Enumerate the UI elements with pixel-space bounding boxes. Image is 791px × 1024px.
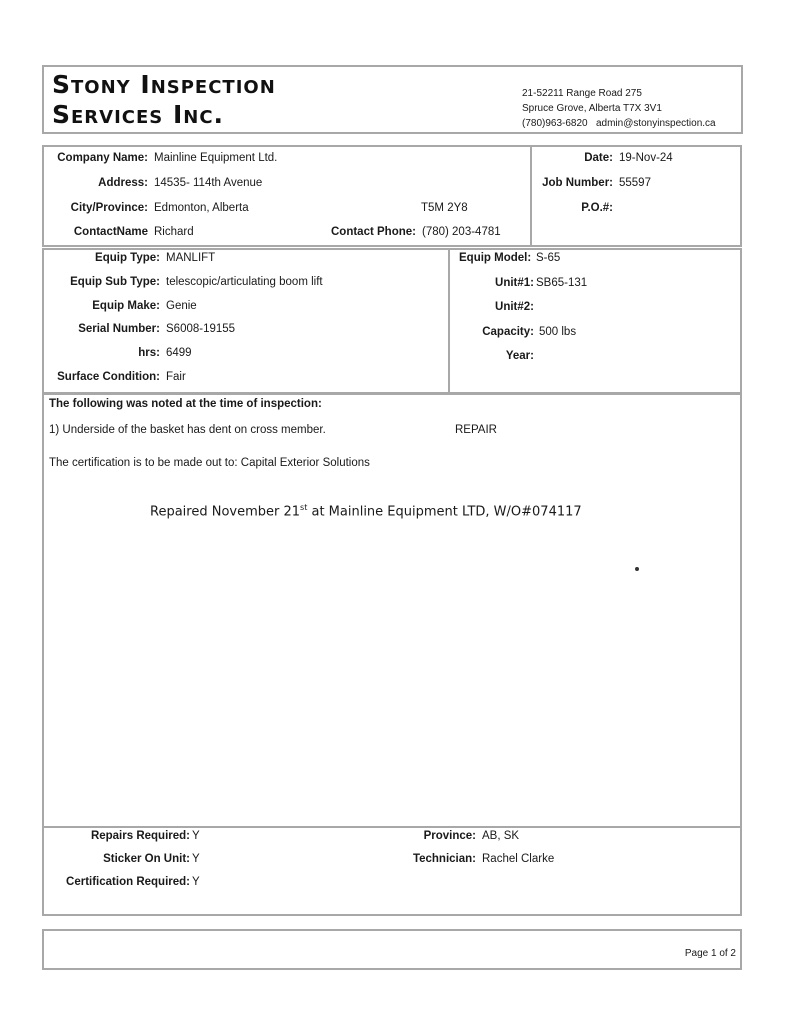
job-number-value: 55597 bbox=[619, 177, 651, 189]
scan-speck bbox=[635, 567, 639, 571]
serial-number-label: Serial Number: bbox=[78, 323, 160, 335]
equip-model-label: Equip Model: bbox=[459, 252, 532, 264]
company-phone: (780)963-6820 bbox=[522, 118, 588, 129]
equip-type-label: Equip Type: bbox=[95, 252, 160, 264]
province-label: Province: bbox=[423, 830, 476, 842]
city-value: Edmonton, Alberta bbox=[154, 202, 249, 214]
certification-note: The certification is to be made out to: Capital Exterior Solutions bbox=[49, 457, 370, 469]
repair-note bbox=[150, 503, 582, 519]
repairs-required-label: Repairs Required: bbox=[90, 830, 190, 842]
equip-type-value: MANLIFT bbox=[166, 252, 216, 264]
province-value: AB, SK bbox=[482, 830, 520, 842]
date-label: Date: bbox=[584, 152, 613, 164]
contact-name-label: ContactName bbox=[73, 226, 148, 238]
company-address-line2: Spruce Grove, Alberta T7X 3V1 bbox=[522, 103, 662, 114]
address-value: 14535- 114th Avenue bbox=[154, 177, 263, 189]
repair-note-ordinal: st bbox=[300, 503, 308, 512]
inspection-item-1-action: REPAIR bbox=[455, 424, 497, 436]
certification-required-value: Y bbox=[192, 876, 200, 888]
year-label: Year: bbox=[505, 350, 534, 362]
certification-required-label: Certification Required: bbox=[66, 876, 190, 888]
company-email[interactable]: admin@stonyinspection.ca bbox=[595, 118, 716, 129]
technician-value: Rachel Clarke bbox=[482, 853, 555, 865]
repair-note-end: at Mainline Equipment LTD, W/O#074117 bbox=[307, 504, 582, 520]
sticker-on-unit-value: Y bbox=[192, 853, 200, 865]
inspection-item-1: 1) Underside of the basket has dent on cross member. bbox=[49, 424, 326, 436]
equip-make-value: Genie bbox=[166, 300, 197, 312]
serial-number-value: S6008-19155 bbox=[166, 323, 236, 335]
surface-condition-value: Fair bbox=[166, 371, 186, 383]
hours-label: hrs: bbox=[138, 347, 160, 359]
sticker-on-unit-label: Sticker On Unit: bbox=[103, 853, 190, 865]
date-value: 19-Nov-24 bbox=[619, 152, 673, 164]
po-label: P.O.#: bbox=[581, 202, 613, 214]
company-name-label: Company Name: bbox=[57, 152, 148, 164]
equip-subtype-value: telescopic/articulating boom lift bbox=[166, 276, 323, 288]
address-label: Address: bbox=[98, 177, 148, 189]
technician-label: Technician: bbox=[412, 853, 476, 865]
company-logo-line1: Stony Inspection bbox=[52, 70, 276, 99]
equip-make-label: Equip Make: bbox=[92, 300, 160, 312]
hours-value: 6499 bbox=[166, 347, 192, 359]
job-number-label: Job Number: bbox=[542, 177, 613, 189]
company-address-line1: 21-52211 Range Road 275 bbox=[522, 88, 642, 99]
company-contact-line bbox=[522, 118, 740, 129]
capacity-value: 500 lbs bbox=[539, 326, 577, 338]
repairs-required-value: Y bbox=[192, 830, 200, 842]
equipment-right-box bbox=[448, 248, 742, 394]
repair-note-start: Repaired November 21 bbox=[150, 504, 301, 520]
contact-name-value: Richard bbox=[154, 226, 194, 238]
equip-model-value: S-65 bbox=[536, 252, 561, 264]
unit1-label: Unit#1: bbox=[495, 277, 534, 289]
company-logo-line2: Services Inc. bbox=[52, 100, 225, 129]
equip-subtype-label: Equip Sub Type: bbox=[70, 276, 160, 288]
contact-phone-value: (780) 203-4781 bbox=[422, 226, 501, 238]
contact-phone-label: Contact Phone: bbox=[331, 226, 416, 238]
company-name-value: Mainline Equipment Ltd. bbox=[154, 152, 278, 164]
capacity-label: Capacity: bbox=[482, 326, 534, 338]
city-label: City/Province: bbox=[70, 202, 148, 214]
inspection-heading: The following was noted at the time of inspection: bbox=[49, 398, 322, 410]
page-number: Page 1 of 2 bbox=[684, 948, 736, 959]
surface-condition-label: Surface Condition: bbox=[57, 371, 160, 383]
unit2-label: Unit#2: bbox=[495, 301, 534, 313]
unit1-value: SB65-131 bbox=[536, 277, 588, 289]
postal-code-value: T5M 2Y8 bbox=[421, 202, 468, 214]
